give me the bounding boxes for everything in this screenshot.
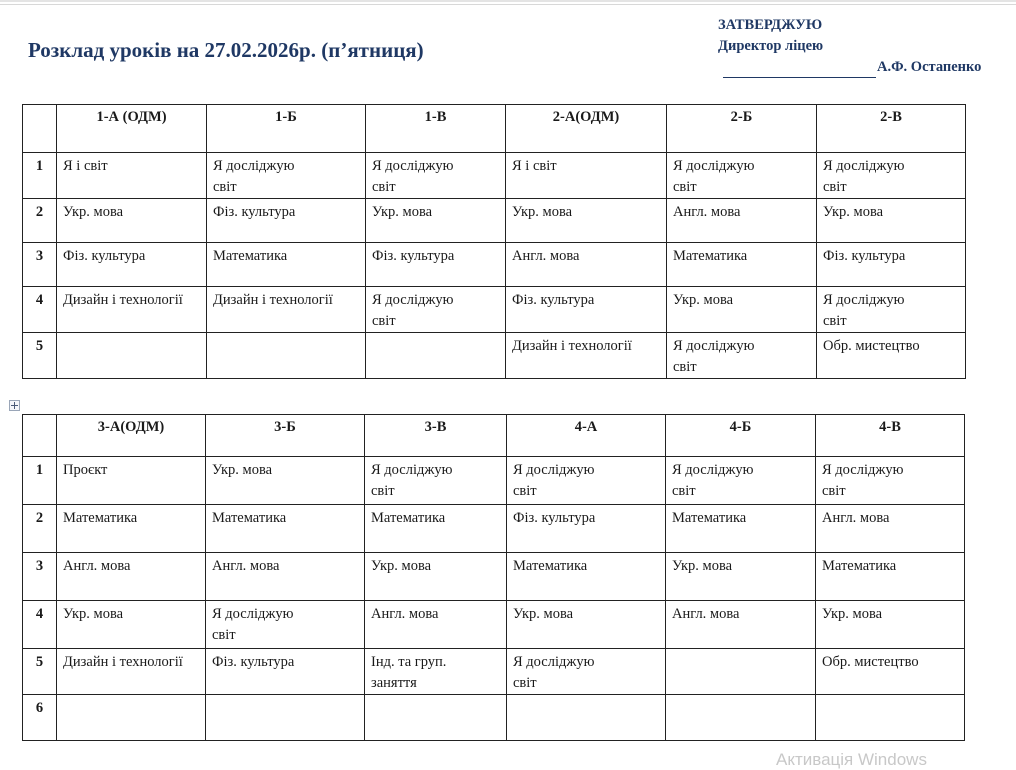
subject-text: Укр. мова (63, 606, 124, 622)
subject-text: Я і світ (512, 158, 557, 174)
subject-cell (57, 243, 207, 287)
subject-text: Я досліджую (823, 158, 905, 174)
schedule-table-grades-3-4 (22, 414, 965, 741)
approval-line-1: ЗАТВЕРДЖУЮ (718, 17, 823, 33)
subject-text: Проєкт (63, 462, 108, 478)
subject-text: Укр. мова (212, 462, 273, 478)
subject-cell (365, 457, 507, 505)
subject-text: Математика (212, 510, 287, 526)
move-handle-icon[interactable] (9, 400, 20, 411)
subject-cell (207, 287, 366, 333)
subject-cell (666, 695, 816, 741)
subject-cell (506, 287, 667, 333)
signature-line (723, 63, 876, 78)
subject-text: Укр. мова (63, 204, 124, 220)
subject-cell (206, 601, 365, 649)
subject-cell (507, 553, 666, 601)
subject-cell (366, 199, 506, 243)
subject-text: Дизайн і технології (63, 654, 183, 670)
subject-text: світ (213, 179, 237, 195)
header-corner-cell (23, 105, 57, 153)
subject-text: Я досліджую (673, 338, 755, 354)
subject-text: Фіз. культура (63, 248, 146, 264)
subject-text: Фіз. культура (212, 654, 295, 670)
subject-cell (666, 553, 816, 601)
table-row (23, 153, 966, 199)
subject-cell (506, 153, 667, 199)
subject-cell (207, 243, 366, 287)
class-header: 2-В (817, 105, 966, 153)
subject-text: Фіз. культура (372, 248, 455, 264)
subject-cell (206, 649, 365, 695)
subject-text: Англ. мова (673, 204, 741, 220)
subject-cell (817, 243, 966, 287)
lesson-number: 6 (23, 695, 57, 741)
subject-text: Дизайн і технології (512, 338, 632, 354)
subject-text: світ (673, 179, 697, 195)
subject-cell (816, 695, 965, 741)
table-row (23, 287, 966, 333)
subject-cell (667, 153, 817, 199)
class-header: 2-Б (667, 105, 817, 153)
subject-cell (206, 505, 365, 553)
subject-text: Математика (63, 510, 138, 526)
subject-cell (667, 287, 817, 333)
subject-text: світ (673, 359, 697, 375)
subject-text: Математика (672, 510, 747, 526)
table-row (23, 333, 966, 379)
subject-cell (57, 333, 207, 379)
subject-text: Укр. мова (512, 204, 573, 220)
subject-text: Я і світ (63, 158, 108, 174)
subject-cell (57, 695, 206, 741)
subject-text: світ (371, 483, 395, 499)
subject-cell (666, 649, 816, 695)
subject-cell (667, 333, 817, 379)
lesson-number: 2 (23, 199, 57, 243)
subject-cell (666, 457, 816, 505)
subject-text: Англ. мова (212, 558, 280, 574)
header-corner-cell (23, 415, 57, 457)
approval-signature (723, 57, 981, 78)
table-row (23, 649, 965, 695)
subject-cell (365, 649, 507, 695)
subject-text: Англ. мова (672, 606, 740, 622)
subject-cell (207, 153, 366, 199)
subject-cell (57, 553, 206, 601)
subject-cell (57, 199, 207, 243)
lesson-number: 4 (23, 287, 57, 333)
lesson-number: 3 (23, 243, 57, 287)
subject-text: світ (372, 179, 396, 195)
subject-text: Математика (673, 248, 748, 264)
windows-activation-watermark: Активація Windows (776, 750, 927, 769)
subject-cell (817, 287, 966, 333)
subject-cell (207, 199, 366, 243)
subject-cell (507, 695, 666, 741)
subject-text: Фіз. культура (823, 248, 906, 264)
subject-text: Математика (371, 510, 446, 526)
class-header: 1-В (366, 105, 506, 153)
lesson-number: 4 (23, 601, 57, 649)
subject-text: Дизайн і технології (63, 292, 183, 308)
subject-cell (365, 505, 507, 553)
subject-cell (57, 287, 207, 333)
subject-cell (57, 457, 206, 505)
window-top-edge (0, 0, 1016, 2)
subject-cell (366, 153, 506, 199)
subject-text: Я досліджую (371, 462, 453, 478)
subject-cell (667, 243, 817, 287)
subject-cell (206, 553, 365, 601)
subject-cell (366, 243, 506, 287)
lesson-number: 1 (23, 153, 57, 199)
class-header: 3-Б (206, 415, 365, 457)
subject-cell (506, 243, 667, 287)
subject-cell (57, 505, 206, 553)
subject-text: світ (513, 675, 537, 691)
subject-cell (667, 199, 817, 243)
table-row (23, 601, 965, 649)
subject-cell (507, 649, 666, 695)
subject-text: Я досліджую (372, 292, 454, 308)
subject-cell (57, 601, 206, 649)
subject-text: світ (513, 483, 537, 499)
subject-text: Укр. мова (513, 606, 574, 622)
page-title: Розклад уроків на 27.02.2026р. (п’ятниця) (28, 38, 424, 62)
subject-text: Англ. мова (822, 510, 890, 526)
subject-cell (816, 601, 965, 649)
subject-cell (365, 553, 507, 601)
subject-cell (666, 505, 816, 553)
subject-cell (206, 457, 365, 505)
subject-text: Обр. мистецтво (822, 654, 919, 670)
subject-text: Я досліджую (822, 462, 904, 478)
class-header: 1-Б (207, 105, 366, 153)
approval-signer: А.Ф. Остапенко (877, 59, 982, 75)
subject-cell (507, 457, 666, 505)
table-header-row (23, 415, 965, 457)
lesson-number: 2 (23, 505, 57, 553)
subject-cell (57, 153, 207, 199)
subject-text: Укр. мова (371, 558, 432, 574)
approval-line-2: Директор ліцею (718, 38, 824, 54)
subject-cell (816, 505, 965, 553)
lesson-number: 5 (23, 333, 57, 379)
subject-text: світ (372, 313, 396, 329)
subject-text: Математика (513, 558, 588, 574)
subject-text: Я досліджую (513, 654, 595, 670)
subject-text: Дизайн і технології (213, 292, 333, 308)
subject-text: Математика (822, 558, 897, 574)
table-row (23, 695, 965, 741)
subject-cell (506, 199, 667, 243)
class-header: 4-В (816, 415, 965, 457)
subject-cell (666, 601, 816, 649)
table-row (23, 505, 965, 553)
subject-cell (57, 649, 206, 695)
subject-cell (816, 457, 965, 505)
subject-text: світ (823, 179, 847, 195)
class-header: 3-В (365, 415, 507, 457)
subject-text: Я досліджую (823, 292, 905, 308)
subject-text: Укр. мова (822, 606, 883, 622)
subject-cell (206, 695, 365, 741)
subject-text: Я досліджую (673, 158, 755, 174)
subject-text: Я досліджую (213, 158, 295, 174)
class-header: 4-А (507, 415, 666, 457)
page-top-rule (0, 4, 1016, 5)
subject-text: Інд. та груп. (371, 654, 447, 670)
subject-cell (365, 601, 507, 649)
class-header: 3-А(ОДМ) (57, 415, 206, 457)
subject-cell (365, 695, 507, 741)
subject-text: світ (823, 313, 847, 329)
subject-text: Математика (213, 248, 288, 264)
lesson-number: 3 (23, 553, 57, 601)
subject-text: заняття (371, 675, 417, 691)
subject-text: світ (822, 483, 846, 499)
subject-cell (506, 333, 667, 379)
schedule-table-grades-1-2 (22, 104, 966, 379)
subject-text: Укр. мова (673, 292, 734, 308)
subject-text: світ (212, 627, 236, 643)
subject-text: Укр. мова (672, 558, 733, 574)
table-row (23, 553, 965, 601)
subject-cell (816, 649, 965, 695)
lesson-number: 5 (23, 649, 57, 695)
class-header: 4-Б (666, 415, 816, 457)
subject-cell (366, 333, 506, 379)
subject-text: Я досліджую (212, 606, 294, 622)
subject-text: Обр. мистецтво (823, 338, 920, 354)
table-row (23, 457, 965, 505)
lesson-number: 1 (23, 457, 57, 505)
subject-cell (817, 153, 966, 199)
subject-text: Фіз. культура (513, 510, 596, 526)
subject-text: Фіз. культура (512, 292, 595, 308)
subject-text: світ (672, 483, 696, 499)
class-header: 1-А (ОДМ) (57, 105, 207, 153)
subject-cell (817, 199, 966, 243)
subject-cell (207, 333, 366, 379)
table-row (23, 199, 966, 243)
subject-text: Укр. мова (823, 204, 884, 220)
subject-text: Англ. мова (63, 558, 131, 574)
subject-text: Англ. мова (371, 606, 439, 622)
subject-text: Я досліджую (513, 462, 595, 478)
table-header-row (23, 105, 966, 153)
subject-text: Фіз. культура (213, 204, 296, 220)
subject-cell (366, 287, 506, 333)
subject-cell (816, 553, 965, 601)
subject-cell (817, 333, 966, 379)
approval-block (718, 15, 981, 78)
subject-text: Я досліджую (672, 462, 754, 478)
subject-cell (507, 505, 666, 553)
class-header: 2-А(ОДМ) (506, 105, 667, 153)
subject-text: Укр. мова (372, 204, 433, 220)
table-row (23, 243, 966, 287)
subject-text: Англ. мова (512, 248, 580, 264)
subject-cell (507, 601, 666, 649)
subject-text: Я досліджую (372, 158, 454, 174)
